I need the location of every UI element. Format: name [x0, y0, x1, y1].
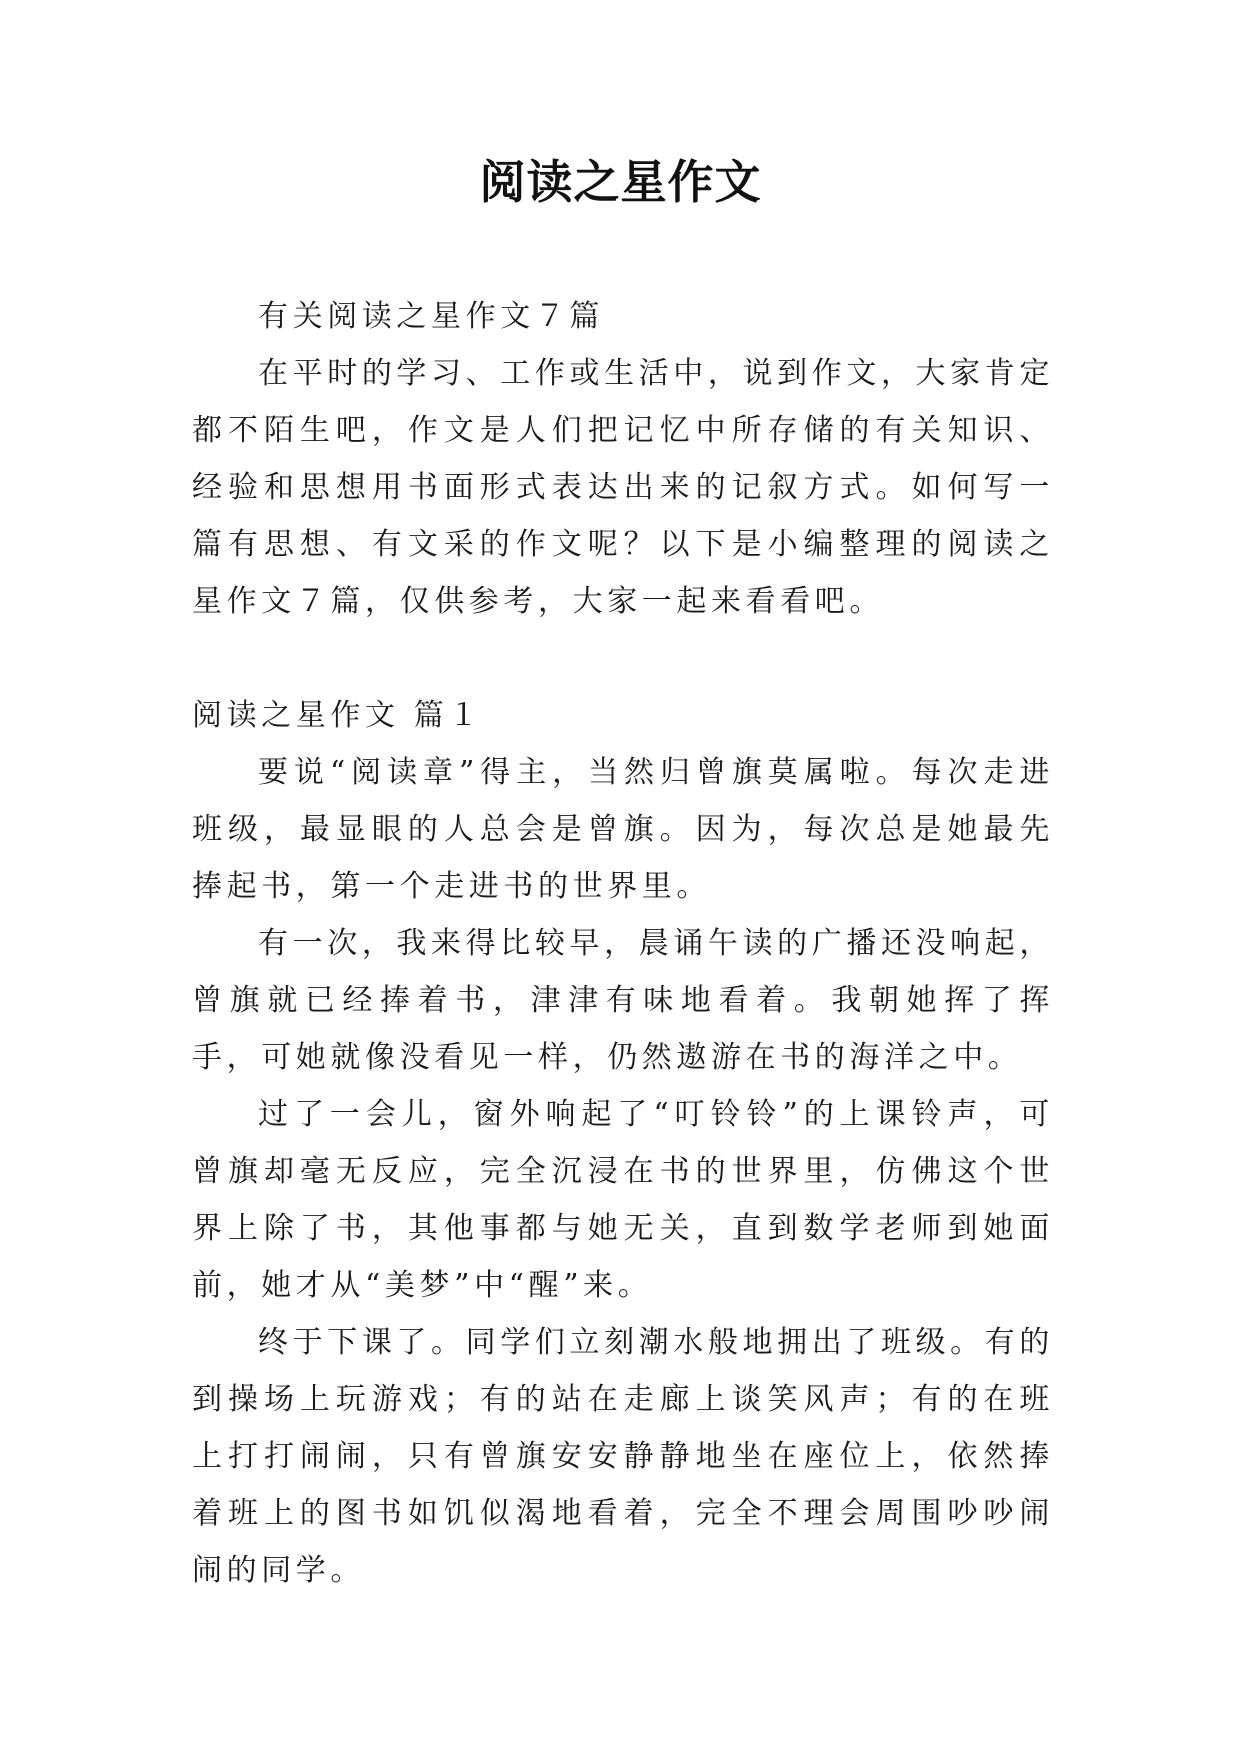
document-body [192, 288, 1054, 1599]
body-paragraph: 要说“阅读章”得主，当然归曾旗莫属啦。每次走进班级，最显眼的人总会是曾旗。因为，每次总是她最先捧起书，第一个走进书的世界里。 [192, 755, 1054, 904]
body-paragraph: 有一次，我来得比较早，晨诵午读的广播还没响起，曾旗就已经捧着书，津津有味地看着。我朝她挥了挥手，可她就像没看见一样，仍然遨游在书的海洋之中。 [192, 926, 1054, 1075]
body-paragraph: 过了一会儿，窗外响起了“叮铃铃”的上课铃声，可曾旗却毫无反应，完全沉浸在书的世界里，仿佛这个世界上除了书，其他事都与她无关，直到数学老师到她面前，她才从“美梦”中“醒”来。 [192, 1097, 1054, 1303]
body-paragraph: 终于下课了。同学们立刻潮水般地拥出了班级。有的到操场上玩游戏；有的站在走廊上谈笑风声；有的在班上打打闹闹，只有曾旗安安静静地坐在座位上，依然捧着班上的图书如饥似渴地看着，完全不理会周围吵吵闹闹的同学。 [192, 1325, 1054, 1588]
document-title: 阅读之星作文 [479, 155, 762, 209]
section-heading: 阅读之星作文 篇１ [192, 698, 483, 733]
document-subtitle: 有关阅读之星作文７篇 [258, 299, 604, 334]
intro-paragraph: 在平时的学习、工作或生活中，说到作文，大家肯定都不陌生吧，作文是人们把记忆中所存储的有关知识、经验和思想用书面形式表达出来的记叙方式。如何写一篇有思想、有文采的作文呢？以下是小编整理的阅读之星作文７篇，仅供参考，大家一起来看看吧。 [192, 356, 1054, 619]
